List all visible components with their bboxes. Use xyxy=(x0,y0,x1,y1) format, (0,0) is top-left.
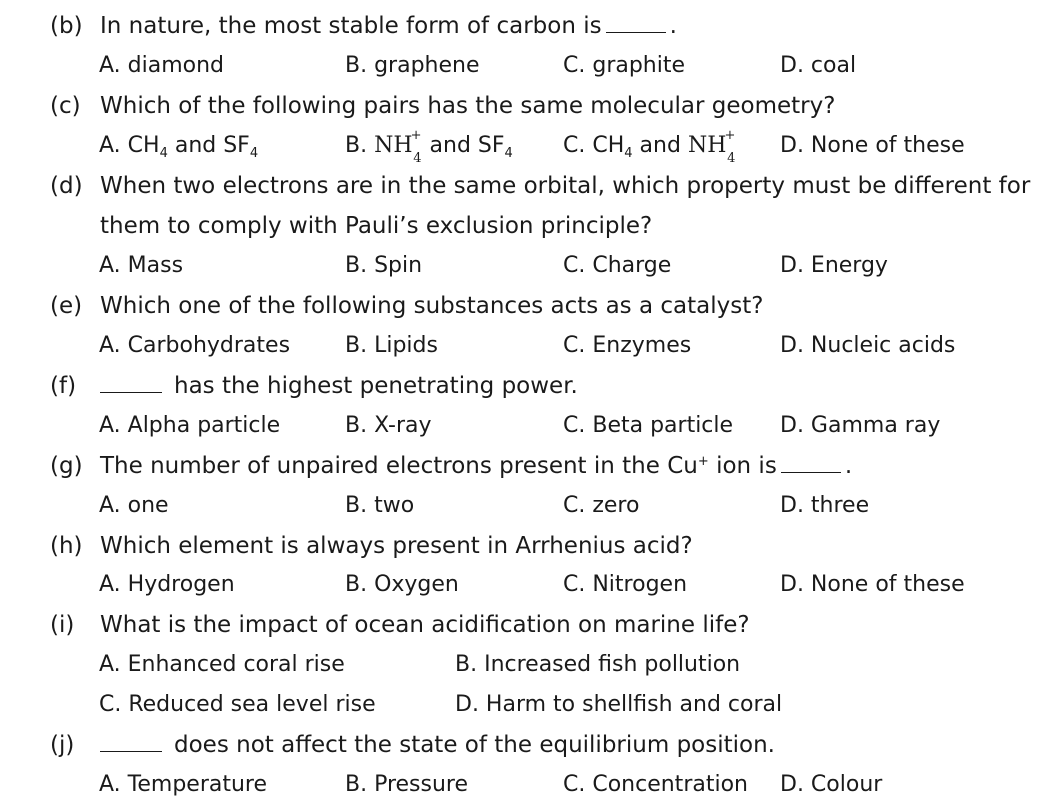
question-c xyxy=(50,91,836,121)
question-h xyxy=(50,531,693,561)
question-stem: What is the impact of ocean acidification on marine life? xyxy=(100,612,750,638)
option-b: B. NH + 4 and $SF_4$ xyxy=(345,128,513,166)
question-f xyxy=(50,371,578,401)
option-a: A. Alpha particle xyxy=(99,413,281,438)
option-a: A. one xyxy=(99,493,169,518)
option-b: B. Spin xyxy=(345,253,423,278)
option-c: C. Beta particle xyxy=(563,413,734,438)
question-stem: Which one of the following substances acts as a catalyst? xyxy=(100,293,764,319)
option-b: B. Increased fish pollution xyxy=(455,652,741,677)
answer-blank xyxy=(100,733,162,752)
question-label: (j) xyxy=(50,732,75,758)
option-b: B. X-ray xyxy=(345,413,432,438)
option-a: A. Temperature xyxy=(99,772,268,797)
question-stem: Which element is always present in Arrhenius acid? xyxy=(100,533,693,559)
question-label: (c) xyxy=(50,93,81,119)
answer-blank xyxy=(606,14,666,33)
option-b: B. graphene xyxy=(345,53,480,78)
question-j xyxy=(50,730,775,760)
question-g xyxy=(50,451,853,481)
option-b: B. two xyxy=(345,493,415,518)
option-a: A. $CH_4$ and $SF_4$ xyxy=(99,133,259,161)
question-stem: In nature, the most stable form of carbon is . xyxy=(100,13,677,39)
question-stem-line2: them to comply with Pauli’s exclusion principle? xyxy=(100,213,653,239)
option-d: D. coal xyxy=(780,53,857,78)
option-c: C. Concentration xyxy=(563,772,748,797)
question-stem: Which of the following pairs has the same molecular geometry? xyxy=(100,93,836,119)
question-label: (d) xyxy=(50,173,83,199)
question-label: (h) xyxy=(50,533,83,559)
question-label: (f) xyxy=(50,373,77,399)
option-d: D. Energy xyxy=(780,253,888,278)
question-stem: The number of unpaired electrons present in the Cu+ ion is . xyxy=(100,453,853,479)
option-d: D. Nucleic acids xyxy=(780,333,956,358)
option-b: B. Lipids xyxy=(345,333,438,358)
option-b: B. Oxygen xyxy=(345,572,459,597)
question-b xyxy=(50,11,677,41)
option-d: D. None of these xyxy=(780,133,965,158)
option-d: D. Harm to shellfish and coral xyxy=(455,692,783,717)
option-a: A. diamond xyxy=(99,53,225,78)
option-d: D. Colour xyxy=(780,772,883,797)
question-label: (e) xyxy=(50,293,83,319)
option-a: A. Enhanced coral rise xyxy=(99,652,345,677)
option-a: A. Hydrogen xyxy=(99,572,235,597)
option-c: C. Nitrogen xyxy=(563,572,688,597)
question-e xyxy=(50,291,764,321)
question-stem: does not affect the state of the equilibrium position. xyxy=(100,730,775,760)
option-c: C. Charge xyxy=(563,253,672,278)
option-d: D. None of these xyxy=(780,572,965,597)
option-a: A. Mass xyxy=(99,253,184,278)
option-c: C. graphite xyxy=(563,53,686,78)
option-c: C. Reduced sea level rise xyxy=(99,692,376,717)
answer-blank xyxy=(100,374,162,393)
option-d: D. three xyxy=(780,493,870,518)
option-a: A. Carbohydrates xyxy=(99,333,291,358)
option-d: D. Gamma ray xyxy=(780,413,941,438)
option-b: B. Pressure xyxy=(345,772,469,797)
option-c: C. $CH_4$ and NH + 4 xyxy=(563,128,736,166)
question-d xyxy=(50,171,1031,239)
question-label: (g) xyxy=(50,453,83,479)
question-label: (b) xyxy=(50,13,83,39)
question-stem-line1: When two electrons are in the same orbital, which property must be different for xyxy=(100,173,1031,199)
option-c: C. zero xyxy=(563,493,640,518)
question-stem: has the highest penetrating power. xyxy=(100,371,578,401)
question-i xyxy=(50,610,750,640)
option-c: C. Enzymes xyxy=(563,333,692,358)
answer-blank xyxy=(781,454,841,473)
question-label: (i) xyxy=(50,612,75,638)
